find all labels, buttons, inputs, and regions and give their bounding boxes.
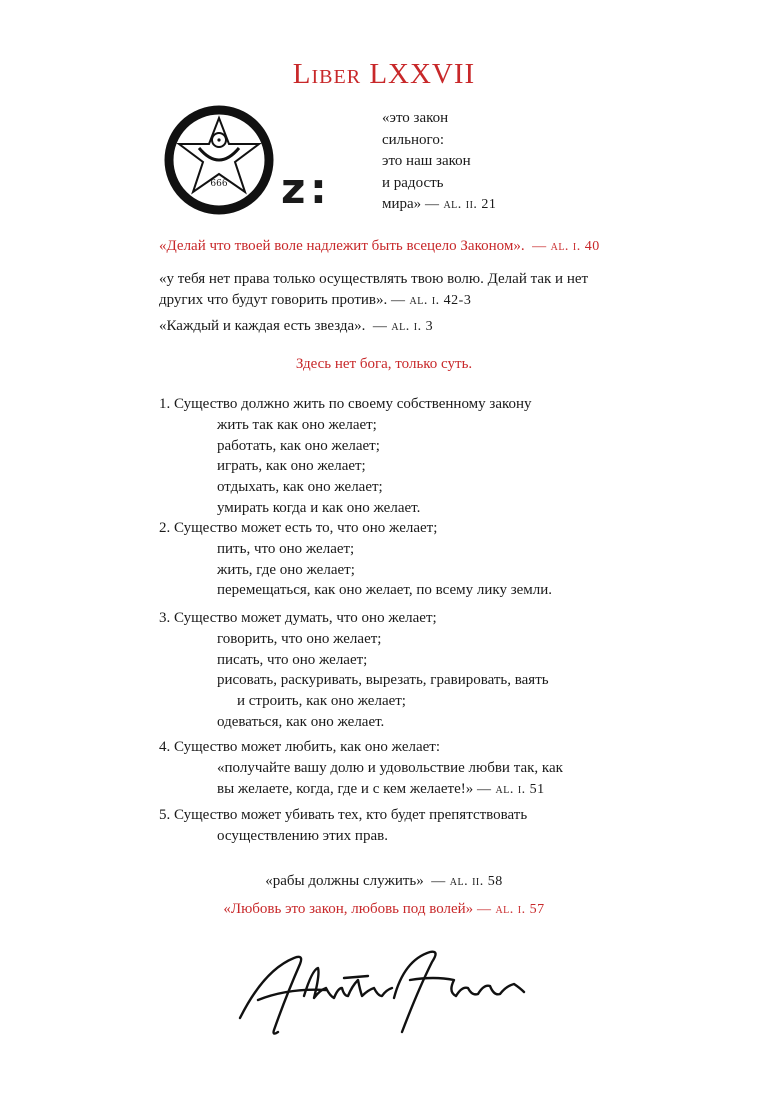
list-item-line: жить так как оно желает; <box>217 416 377 433</box>
epigraph-line-last: мира» — al. ii. 21 <box>382 196 497 212</box>
footer-quote-slaves: «рабы должны служить» — al. ii. 58 <box>265 873 503 889</box>
unicursal-hexagram-seal-icon <box>163 104 275 216</box>
oz-colon: : <box>310 164 327 213</box>
quote-do-will: «Делай что твоей воле надлежит быть всецело Законом». — al. i. 40 <box>159 238 600 254</box>
list-item-head: 2. Существо может есть то, что оно желает; <box>159 520 438 536</box>
list-item-head: 1. Существо должно жить по своему собственному закону <box>159 396 532 412</box>
epigraph <box>382 108 496 216</box>
quote-ref: — al. ii. 58 <box>431 874 503 889</box>
list-item-line: одеваться, как оно желает. <box>217 713 385 730</box>
quote-ref: — al. i. 51 <box>477 781 545 797</box>
motto: Здесь нет бога, только суть. <box>295 356 473 372</box>
footer-quote-love: «Любовь это закон, любовь под волей» — al. i. 57 <box>223 901 545 917</box>
list-item <box>159 737 563 800</box>
list-item-line: перемещаться, как оно желает, по всему лику земли. <box>217 582 553 599</box>
page-title: Liber LXXVII <box>292 58 476 90</box>
list-item-head: 3. Существо может думать, что оно желает; <box>159 610 437 626</box>
list-item <box>159 805 527 847</box>
oz-letter: z <box>281 164 306 213</box>
list-item <box>159 608 549 733</box>
signature <box>234 940 534 1040</box>
list-item-line: рисовать, раскуривать, вырезать, гравировать, ваять <box>217 672 549 689</box>
list-item-line: и строить, как оно желает; <box>237 693 406 710</box>
list-item-line: пить, что оно желает; <box>217 540 355 557</box>
list-item-line: отдыхать, как оно желает; <box>217 479 383 496</box>
list-item-line: осуществлению этих прав. <box>217 827 388 844</box>
list-item-line: работать, как оно желает; <box>217 437 380 454</box>
quote-every-star: «Каждый и каждая есть звезда». — al. i. 3 <box>159 318 434 334</box>
quote-no-right: «у тебя нет права только осуществлять твою волю. Делай так и нет других что будут говорить против». — al. i. 42-3 <box>159 271 589 308</box>
list-item-line: говорить, что оно желает; <box>217 630 382 647</box>
list-item-line: «получайте вашу долю и удовольствие любви так, как <box>217 759 563 776</box>
emblem-number: 666 <box>210 179 228 189</box>
quote-ref: — al. i. 3 <box>372 319 434 334</box>
quote-ref: — al. i. 57 <box>476 902 545 917</box>
list-item-line: писать, что оно желает; <box>217 651 368 668</box>
list-item <box>159 394 532 519</box>
list-item-head: 4. Существо может любить, как оно желает: <box>159 739 441 755</box>
epigraph-line: и радость <box>382 174 444 191</box>
list-item-line: жить, где оно желает; <box>217 561 355 578</box>
quote-ref: — al. i. 40 <box>532 239 600 254</box>
epigraph-line: это наш закон <box>382 153 471 169</box>
quote-ref: — al. i. 42-3 <box>391 293 472 308</box>
epigraph-line: «это закон <box>382 110 449 126</box>
list-item <box>159 518 552 601</box>
list-item-line: вы желаете, когда, где и с кем желаете!» — al. i. 51 <box>217 780 545 797</box>
epigraph-ref: — al. ii. 21 <box>424 197 497 212</box>
list-item-line: умирать когда и как оно желает. <box>217 499 421 516</box>
epigraph-line: сильного: <box>382 131 444 148</box>
list-item-head: 5. Существо может убивать тех, кто будет препятствовать <box>159 807 528 823</box>
list-item-line: играть, как оно желает; <box>217 458 366 475</box>
